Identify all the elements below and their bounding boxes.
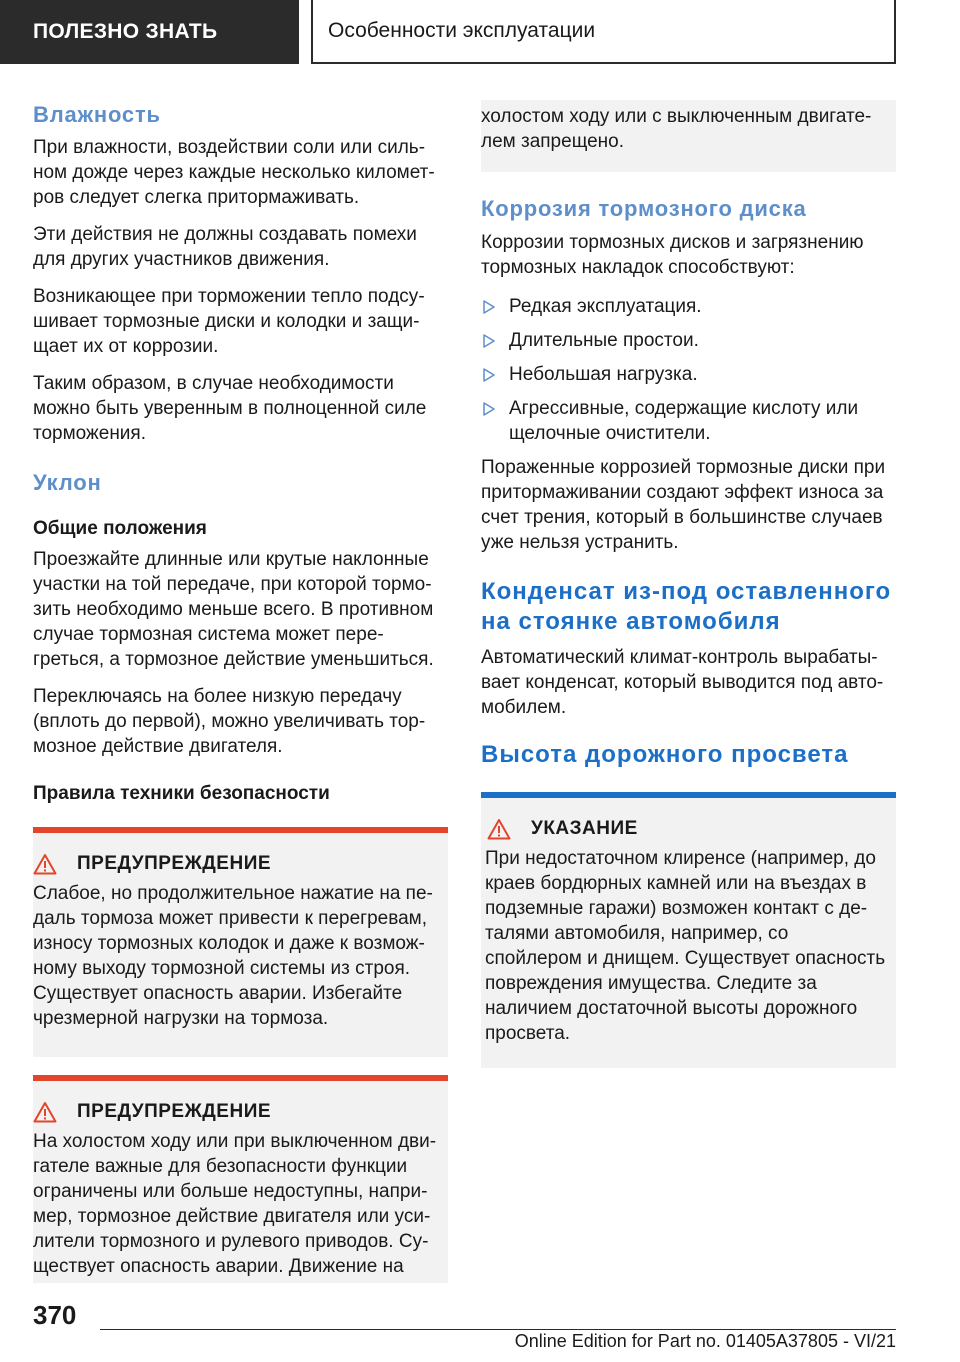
list-item	[481, 362, 896, 387]
general-paragraph-1: Проезжайте длинные или крутые наклонные участки на той передаче, при которой тормозить необходимо меньше всего. В противном случае тормозная система может перегреться, а тормозное действие уменьшиться.	[33, 549, 434, 670]
corrosion-intro: Коррозии тормозных дисков и загрязнению тормозных накладок способствуют:	[481, 232, 864, 278]
warning-header-1	[33, 853, 448, 875]
triangle-bullet-icon	[483, 402, 495, 416]
corrosion-paragraph: Пораженные коррозией тормозные диски при притормаживании создают эффект износа за счет трения, который в большинстве случаев уже нельзя устранить.	[481, 457, 886, 553]
warning-text-2-continued: холостом ходу или с выключенным двигателем запрещено.	[481, 106, 872, 152]
warning-triangle-icon	[487, 818, 511, 840]
safety-heading: Правила техники безопасности	[33, 783, 330, 804]
notice-text: При недостаточном клиренсе (например, до краев бордюрных камней или на въездах в подземные гаражи) возможен контакт с деталями автомобиля, например, со спойлером и днищем. Существует опасность повреждения имущества. Следите за наличием достаточной высоты дорожного просвета.	[485, 848, 886, 1044]
notice-header	[481, 818, 896, 840]
general-heading: Общие положения	[33, 518, 207, 539]
list-item	[481, 396, 896, 446]
humidity-paragraph-2: Эти действия не должны создавать помехи для других участников движения.	[33, 224, 417, 270]
edition-text: Online Edition for Part no. 01405A37805 - VI/21	[514, 1331, 896, 1351]
condensate-paragraph: Автоматический климат-контроль вырабатывает конденсат, который выводится под автомобилем.	[481, 647, 884, 718]
triangle-bullet-icon	[483, 300, 495, 314]
list-item-text: Агрессивные, содержащие кислоту или щелочные очистители.	[509, 398, 859, 444]
triangle-bullet-icon	[483, 334, 495, 348]
humidity-heading: Влажность	[33, 102, 161, 127]
warning-triangle-icon	[33, 853, 57, 875]
list-item-text: Редкая эксплуатация.	[509, 296, 702, 317]
list-item	[481, 328, 896, 353]
corrosion-list	[481, 294, 896, 446]
list-item-text: Длительные простои.	[509, 330, 699, 351]
humidity-paragraph-3: Возникающее при торможении тепло подсушивает тормозные диски и колодки и защищает их от коррозии.	[33, 286, 425, 357]
slope-heading: Уклон	[33, 470, 102, 495]
list-item	[481, 294, 896, 319]
section-tab: ПОЛЕЗНО ЗНАТЬ	[0, 0, 299, 64]
list-item-text: Небольшая нагрузка.	[509, 364, 698, 385]
warning-box-2-continued	[481, 100, 896, 172]
left-column	[33, 100, 448, 1283]
triangle-bullet-icon	[483, 368, 495, 382]
warning-triangle-icon	[33, 1101, 57, 1123]
general-paragraph-2: Переключаясь на более низкую передачу (вплоть до первой), можно увеличивать тормозное действие двигателя.	[33, 686, 426, 757]
warning-text-2: На холостом ходу или при выключенном двигателе важные для безопасности функции ограничены или больше недоступны, например, тормозное действие двигателя или усилители тормозного и рулевого приводов. Существует опасность аварии. Движение на	[33, 1131, 437, 1277]
humidity-paragraph-4: Таким образом, в случае необходимости можно быть уверенным в полноценной силе торможения.	[33, 373, 427, 444]
warning-box-2	[33, 1075, 448, 1283]
right-column	[481, 100, 896, 1068]
warning-header-2	[33, 1101, 448, 1123]
notice-box	[481, 792, 896, 1068]
footer-divider	[100, 1329, 896, 1330]
page-number: 370	[33, 1300, 77, 1330]
clearance-heading: Высота дорожного просвета	[481, 741, 849, 768]
corrosion-heading: Коррозия тормозного диска	[481, 196, 807, 221]
condensate-heading: Конденсат из-под оставленного на стоянке автомобиля	[481, 578, 892, 635]
warning-text-1: Слабое, но продолжительное нажатие на педаль тормоза может привести к перегревам, износу тормозных колодок и даже к возможному выходу тормозной системы из строя. Существует опасность аварии. Избегайте чрезмерной нагрузки на тормоза.	[33, 883, 433, 1029]
notice-label: УКАЗАНИЕ	[531, 818, 638, 839]
humidity-paragraph-1: При влажности, воздействии соли или сильном дожде через каждые несколько километров следует слегка притормаживать.	[33, 137, 435, 208]
chapter-title: Особенности эксплуатации	[311, 0, 896, 64]
warning-label-1: ПРЕДУПРЕЖДЕНИЕ	[77, 853, 272, 874]
warning-box-1	[33, 827, 448, 1057]
warning-label-2: ПРЕДУПРЕЖДЕНИЕ	[77, 1101, 272, 1122]
